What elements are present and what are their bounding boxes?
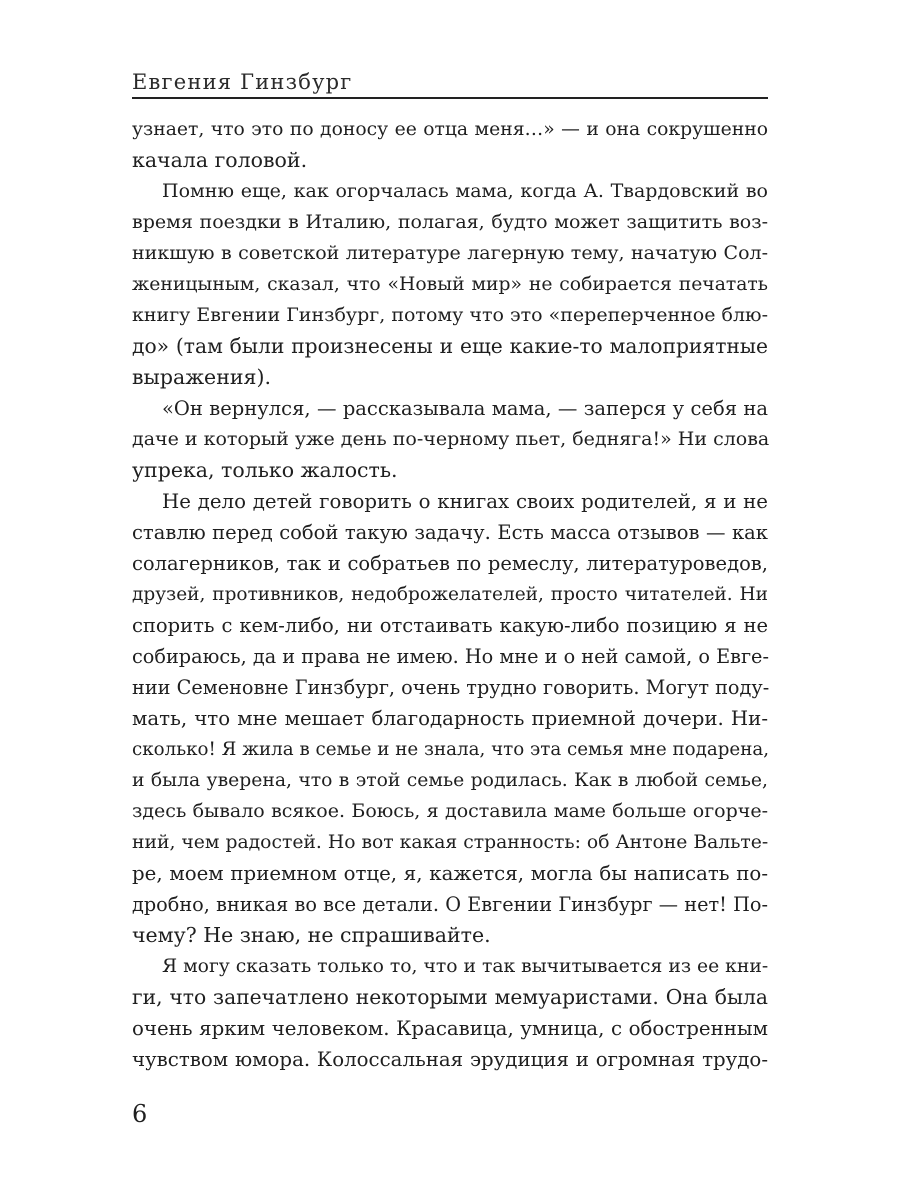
page-number: 6 [132, 1100, 148, 1128]
text-line: даче и который уже день по-черному пьет, бедняга!» Ни слова [132, 428, 770, 450]
running-head-title: Евгения Гинзбург [132, 70, 353, 94]
text-line: ги, что запечатлено некоторыми мемуаристами. Она была [132, 985, 768, 1009]
text-line: узнает, что это по доносу ее отца меня…» — и она сокрушенно [132, 119, 768, 140]
text-line: Не дело детей говорить о книгах своих родителей, я и не [162, 490, 768, 513]
text-line: ний, чем радостей. Но вот какая странность: об Антоне Вальте- [132, 832, 769, 853]
text-line: друзей, противников, недоброжелателей, просто читателей. Ни [132, 584, 768, 605]
text-line: выражения). [132, 365, 271, 389]
text-line: Я могу сказать только то, что и так вычитывается из ее кни- [162, 956, 769, 977]
text-line: собираюсь, да и права не имею. Но мне и о ней самой, о Евге- [132, 645, 769, 668]
text-line: женицыным, сказал, что «Новый мир» не собирается печатать [132, 274, 768, 295]
text-line: книгу Евгении Гинзбург, потому что это «переперченное блю- [132, 304, 768, 326]
text-line: сколько! Я жила в семье и не знала, что эта семья мне подарена, [132, 739, 770, 760]
text-line: солагерников, так и собратьев по ремеслу, литературоведов, [132, 552, 768, 575]
header-rule [132, 97, 768, 99]
text-line: дробно, вникая во все детали. О Евгении Гинзбург — нет! По- [132, 893, 768, 916]
text-line: ре, моем приемном отце, я, кажется, могла бы написать по- [132, 862, 768, 885]
text-line: качала головой. [132, 148, 308, 172]
body-text [132, 114, 768, 1075]
text-line: упрека, только жалость. [132, 458, 398, 482]
text-line: здесь бывало всякое. Боюсь, я доставила маме больше огорче- [132, 800, 768, 822]
text-line: никшую в советской литературе лагерную тему, начатую Сол- [132, 242, 768, 264]
text-line: чувством юмора. Колоссальная эрудиция и огромная трудо- [132, 1048, 768, 1071]
text-line: время поездки в Италию, полагая, будто может защитить воз- [132, 211, 768, 233]
text-line: и была уверена, что в этой семье родилась. Как в любой семье, [132, 770, 768, 791]
text-line: очень ярким человеком. Красавица, умница, с обостренным [132, 1017, 768, 1040]
text-line: мать, что мне мешает благодарность приемной дочери. Ни- [132, 707, 768, 730]
text-line: Помню еще, как огорчалась мама, когда А. Твардовский во [162, 180, 768, 202]
text-line: «Он вернулся, — рассказывала мама, — заперся у себя на [162, 397, 768, 420]
text-line: нии Семеновне Гинзбург, очень трудно говорить. Могут поду- [132, 676, 770, 699]
text-line: чему? Не знаю, не спрашивайте. [132, 923, 491, 947]
text-line: ставлю перед собой такую задачу. Есть масса отзывов — как [132, 521, 768, 544]
text-line: спорить с кем-либо, ни отстаивать какую-либо позицию я не [132, 614, 768, 637]
text-line: до» (там были произнесены и еще какие-то малоприятные [132, 334, 768, 358]
